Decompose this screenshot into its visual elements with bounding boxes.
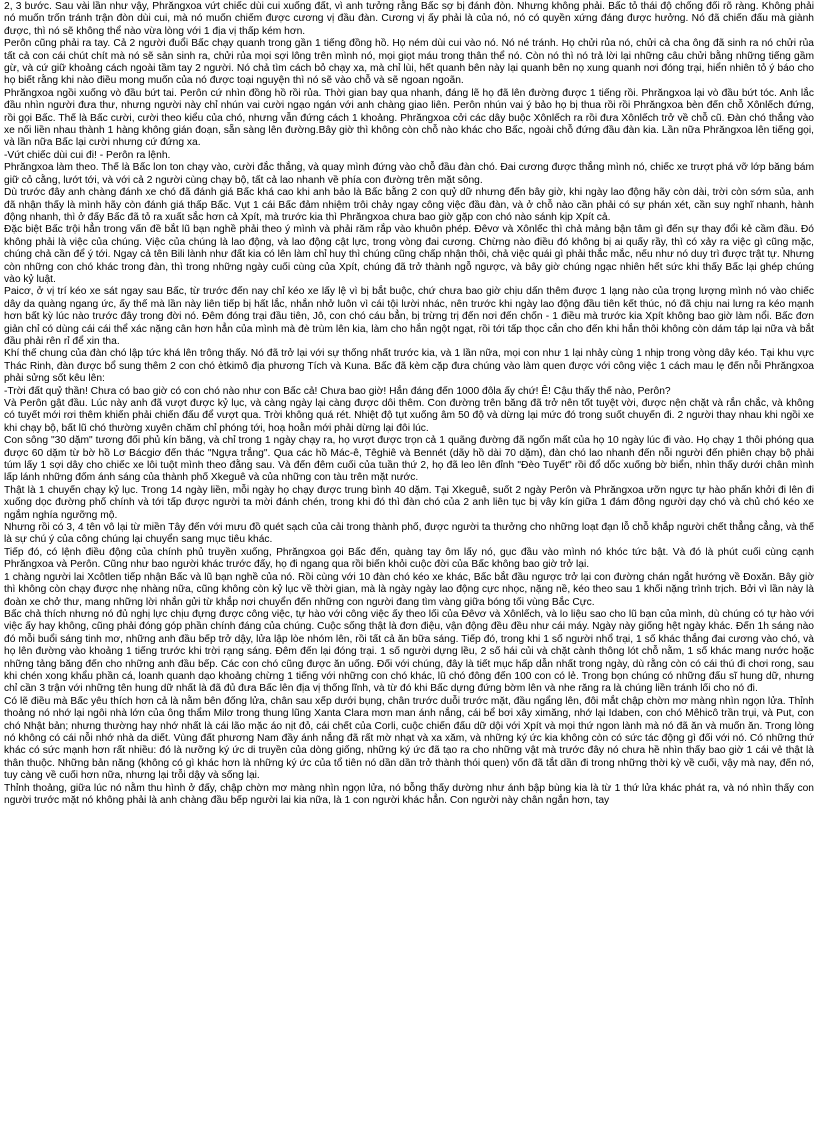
paragraph: Và Perôn gật đầu. Lúc này anh đã vượt được kỷ lục, và càng ngày lại càng được dôi thêm. Con đường trên băng đã trở nên tốt tuyệt vời, được nện chặt và rắn chắc, và không có tuyết mới rơi thêm khiến phải chiến đấu để vượt qua. Trời không quá rét. Nhiệt độ tụt xuống âm 50 độ và dừng lại mức đó trong suốt chuyến đi. 2 người thay nhau khi ngồi xe khi chạy bộ, bất lũ chó thường xuyên chăm chỉ phóng tới, hoạ hoằn mới phải dừng lại đôi lúc.: [4, 398, 814, 434]
paragraph: Phrăngxoa làm theo. Thế là Bấc lon ton chạy vào, cười đắc thắng, và quay mình đứng vào chỗ đầu đàn chó. Đai cương được thắng mình nó, chiếc xe trượt phá vỡ lớp băng bám giữ cỏ cằng, lướt tới, và với cả 2 người cùng chạy bộ, tất cả lao nhanh về phía con đường trên mặt sông.: [4, 162, 814, 186]
paragraph: Bấc chả thích nhưng nó đủ nghị lực chịu đựng được công việc, tự hào với công việc ấy theo lối của Đêvơ và Xônlếch, và lo liệu sao cho lũ bạn của mình, dù chúng có tự hào với việc ấy hay không, cũng phải đóng góp phần chính đáng của chúng. Cuộc sống thật là đơn điệu, vận động đều đều như cái máy. Ngày này giống hệt ngày khác. Đến 1h sáng nào đó mỗi buổi sáng tinh mơ, những anh đầu bếp trở dậy, lửa lập lòe nhóm lên, rồi tất cả ăn bữa sáng. Tiếp đó, trong khi 1 số người nhổ trại, 1 số khác thắng đai cương vào chó, và họ lên đường vào khoảng 1 tiếng trước khi trời rạng sáng. Đêm đến lại đóng trại. 1 số người dựng lều, 2 số hái củi và chặt cành thông lót chỗ nằm, 1 số khác mang nước hoặc những tảng băng đến cho những anh đầu bếp. Các con chó cũng được ăn uống. Đối với chúng, đây là tiết mục hấp dẫn nhất trong ngày, dù rằng còn có cái thú đi chơi rong, sau khi chén xong khẩu phần cá, loanh quanh dạo khoảng chừng 1 tiếng với những con chó khác, lũ chó đông đến 100 con có lẻ. Trong bọn chúng có những đấu sĩ hung dữ, nhưng chỉ cần 3 trận với những tên hung dữ nhất là đã đủ đưa Bấc lên địa vị thống lĩnh, và từ đó khi Bấc dựng đứng bờm lên và nhe răng ra là chúng liền tránh lối cho nó đi.: [4, 608, 814, 695]
paragraph: Thật là 1 chuyến chạy kỷ lục. Trong 14 ngày liền, mỗi ngày họ chạy được trung bình 40 dặm. Tại Xkeguê, suốt 2 ngày Perôn và Phrăngxoa ưỡn ngực tự hào phấn khởi đi lên đi xuống dọc đường phố chính và tới tấp được người ta mời đánh chén, trong khi đó thì đàn chó của 2 anh liên tục bị vây kín giữa 1 đám đông người dạy chó và chủ chó kéo xe ngắm nghía ngưỡng mộ.: [4, 484, 814, 521]
paragraph: Perôn cũng phải ra tay. Cả 2 người đuổi Bấc chạy quanh trong gần 1 tiếng đồng hồ. Họ ném dùi cui vào nó. Nó né tránh. Họ chửi rủa nó, chửi cả cha ông đã sinh ra nó chửi rủa tất cả con cái chút chít mà nó sẽ sản sinh ra, chửi rủa mọi sợi lông trên mình nó, mọi giọt máu trong thân thể nó. Còn nó thì nó trả lời lại những câu chửi bằng những tiếng gầm gừ, và cứ giữ khoảng cách ngoài tầm tay 2 người. Nó chả tìm cách bỏ chạy xa, mà chỉ lùi, hết quanh bên này lại quanh bên nọ xung quanh nơi đóng trại, hiển nhiên tỏ ý báo cho họ biết rằng khi nào điều mong muốn của nó được toại nguyện thì nó sẽ vào chỗ và sẽ ngoan ngoãn.: [4, 38, 814, 87]
paragraph: Thỉnh thoảng, giữa lúc nó nằm thu hình ở đấy, chập chờn mơ màng nhìn ngọn lửa, nó bỗng thấy dường như ánh bập bùng kia là từ 1 thứ lửa khác phát ra, và nó nhìn thấy con người trước mặt nó không phải là anh chàng đầu bếp người lai kia nữa, là 1 con người khác hẳn. Con người này chân ngắn hơn, tay: [4, 782, 814, 806]
paragraph: Dù trước đây anh chàng đánh xe chó đã đánh giá Bấc khá cao khi anh bảo là Bấc bằng 2 con quỷ dữ nhưng đến bây giờ, khi ngày lao động hãy còn dài, trời còn sớm sủa, anh đã nhận thấy là mình hãy còn đánh giá thấp Bấc. Vụt 1 cái Bấc đảm nhiệm trôi chảy ngay công việc đầu đàn, và ở chỗ nào cần phải có sự phán xét, cần suy nghĩ nhanh, hành động nhanh, thì ở đấy Bấc đã tỏ ra xuất sắc hơn cả Xpít, mà trước kia thì Phrăngxoa chưa bao giờ gặp con chó nào sánh kịp Xpít cả.: [4, 187, 814, 223]
paragraph: Có lẽ điều mà Bấc yêu thích hơn cả là nằm bên đống lửa, chân sau xếp dưới bụng, chân trước duỗi trước mặt, đầu ngẩng lên, đôi mắt chập chờn mơ màng nhìn ngọn lửa. Thỉnh thoảng nó nhớ lại ngôi nhà lớn của ông thẩm Milơ trong thung lũng Xanta Clara mơn man ánh nắng, cái bể bơi xây ximăng, nhớ lại Idaben, con chó Mêhicô trần trụi, và Put, con chó Nhật bản; nhưng thường hay nhớ nhất là cái lão mặc áo nịt đỏ, cái chết của Corli, cuộc chiến đấu dữ dội với Xpít và mọi thứ ngon lành mà nó đã ăn và muốn ăn. Trong lòng nó không có cái nỗi nhớ nhà da diết. Vùng đất phương Nam đầy ánh nắng đã rất mờ nhạt và xa xăm, và những ký ức kia không còn có sức tác động gì đối với nó. Có những thứ khác có sức mạnh hơn rất nhiều: đó là nưỡng ký ức di truyền của dòng giống, những ký ức đã tạo ra cho những vật mà trước đây nó chưa hề nhìn thấy bao giờ 1 cái vẻ thật là thân thuộc. Những bản năng (không có gì khác hơn là những ký ức của tổ tiên nó dần dần trở thành thói quen) vốn đã tắt dần đi trong những thời kỳ về cuối, vậy mà nay, đến nó, tuy càng về cuối hơn nữa, nhưng lại trỗi dậy và sống lại.: [4, 695, 814, 782]
paragraph: Nhưng rồi có 3, 4 tên vô lại từ miền Tây đến với mưu đồ quét sạch của cải trong thành phố, được người ta thưởng cho những loạt đạn lỗ chỗ khắp người chết thẳng cẳng, và thế là sự chú ý của công chúng lại chuyển sang mục tiêu khác.: [4, 522, 814, 546]
paragraph: 2, 3 bước. Sau vài lần như vậy, Phrăngxoa vứt chiếc dùi cui xuống đất, vì anh tưởng rằng Bấc sợ bị đánh đòn. Nhưng không phải. Bấc tỏ thái độ chống đối rõ ràng. Không phải nó muốn trốn tránh trận đòn dùi cui, mà nó muốn chiếm được cương vị đầu đàn. Cương vị ấy phải là của nó, nó có quyền xứng đáng được hưởng. Nó đã chiến đấu mà giành được, thì nó sẽ không thể nào vừa lòng với 1 địa vị thấp kém hơn.: [4, 1, 814, 37]
paragraph: -Trời đất quỷ thần! Chưa có bao giờ có con chó nào như con Bấc cả! Chưa bao giờ! Hắn đáng đến 1000 đôla ấy chứ! Ê! Cậu thấy thế nào, Perôn?: [4, 385, 671, 397]
paragraph: Paicơ, ở vị trí kéo xe sát ngay sau Bấc, từ trước đến nay chỉ kéo xe lấy lệ vì bị bắt buộc, chứ chưa bao giờ chịu dấn thêm được 1 lạng nào của trọng lượng mình nó vào chiếc dây da quàng ngang ức, ấy thế mà lần này liên tiếp bị hất lắc, nhắn nhở luôn vì cái tội lười nhác, nên trước khi ngày lao động đầu tiên kết thúc, nó đã chịu nai lưng ra kéo mạnh hơn bất kỳ lúc nào trước đây trong đời nó. Đêm đóng trại đầu tiên, Jô, con chó cáu bẳn, bị trừng trị đến nơi đến chốn - 1 điều mà trước kia Xpít không bao giờ làm nổi. Bấc đơn giản chỉ có dùng cái cái thể xác nặng cân hơn hẳn của mình mà đè trùm lên kia, làm cho hắn ngột ngạt, rồi tới tấp thọc cắn cho đến khi hắn thôi không còn dám táp lại nữa và bắt đầu phải rên rỉ để xin tha.: [4, 286, 814, 347]
paragraph: 1 chàng người lai Xcôtlen tiếp nhận Bấc và lũ bạn nghề của nó. Rồi cùng với 10 đàn chó kéo xe khác, Bấc bắt đầu ngược trở lại con đường chán ngắt hướng về Đoxăn. Bây giờ thì không còn chạy được nhẹ nhàng nữa, cũng không còn kỷ lục về thời gian, mà là ngày ngày lao động cực nhọc, nặng nề, kéo theo sau 1 khối nặng trình trịch. Bởi vì lần này là đoàn xe chở thư, mang những lời nhắn gửi từ khắp nơi chuyển đến những con người đang tìm vàng giữa bóng tối vùng Bắc Cực.: [4, 571, 814, 608]
paragraph: -Vứt chiếc dùi cui đi! - Perôn ra lệnh.: [4, 149, 171, 161]
paragraph: Con sông "30 dặm" tương đối phủ kín băng, và chỉ trong 1 ngày chạy ra, họ vượt được trọn cả 1 quãng đường đã ngốn mất của họ 10 ngày lúc đi vào. Họ chạy 1 thôi phóng qua được 60 dặm từ bờ hồ Lơ Bácgiơ đến thác "Ngựa trắng". Qua các hồ Mác-ê, Têghiê và Bennét (dãy hồ dài 70 dặm), đàn chó lao nhanh đến nỗi người đến phiên chạy bộ phải túm lấy 1 sợi dây cho chiếc xe lôi tuột mình theo đằng sau. Và đến đêm cuối của tuần thứ 2, họ đã leo lên đỉnh "Đèo Tuyết" rồi đổ dốc xuống bờ biển, nhìn thấy dưới chân mình lấp lánh những đốm ánh sáng của thành phố Xkeguê và của những con tàu trên mặt nước.: [4, 435, 814, 484]
paragraph: Khí thế chung của đàn chó lập tức khá lên trông thấy. Nó đã trở lại với sự thống nhất trước kia, và 1 lần nữa, mọi con như 1 lại nhảy cùng 1 nhịp trong vòng dây kéo. Tại khu vực Thác Rinh, đàn được bổ sung thêm 2 con chó ètkimô địa phương Tích và Kuna. Bấc đã kèm cặp đưa chúng vào làm quen được với công việc 1 cách mau lẹ đến nỗi Phrăngxoa phải sửng sốt kêu lên:: [4, 348, 814, 385]
paragraph: Đặc biệt Bấc trội hẳn trong vấn đề bắt lũ bạn nghề phải theo ý mình và phải răm rắp vào khuôn phép. Đêvơ và Xônlếc thì chả mảng bận tâm gì đến sự thay đổi kẻ cầm đầu. Đó không phải là việc của chúng. Việc của chúng là lao động, và lao động cật lực, trong vòng đai cương. Chừng nào điều đó không bị ai quấy rầy, thì có xảy ra việc gì cũng mặc, chúng chả cần để ý tới. Ngay cả tên Bili lành như đất kia có lên làm chỉ huy thì chúng cũng chấp nhận thôi, chả việc quái gì phải thắc mắc, nếu như nó duy trì được trật tự. Nhưng còn những con chó khác trong đàn, thì trong những ngày cuối cùng của Xpít, chúng đã trở thành ngỗ ngược, và bây giờ chúng ngạc nhiên hết sức khi thấy Bấc lại ghép chúng vào kỷ luật.: [4, 224, 814, 285]
paragraph: Phrăngxoa ngồi xuống vò đầu bứt tai. Perôn cứ nhìn đồng hồ rồi rủa. Thời gian bay qua nhanh, đáng lẽ họ đã lên đường được 1 tiếng rồi. Phrăngxoa lại vò đầu bứt tóc. Anh lắc đầu nhìn người đưa thư, nhưng người này chỉ nhún vai cười ngạo ngán với anh chàng giao liên. Perôn nhún vai ý bảo họ bị thua rồi rồi Phrăngxoa bèn đến chỗ Xônlếch đứng, rồi gọi Bấc. Thế là Bấc cười, cười theo kiểu của chó, nhưng vẫn đứng cách 1 khoảng. Phrăngxoa cởi các dây buộc Xônlếch ra rồi đưa Xônlếch trở về chỗ cũ. Đàn chó thắng vào xe nối liền nhau thành 1 hàng không gián đoạn, sẵn sàng lên đường.Bây giờ thì không còn chỗ nào khác cho Bấc, ngoài chỗ đứng đầu đàn kia. Lần nữa Phrăngxoa lên tiếng gọi, và lần nữa Bấc lại cười nhưng cứ đứng xa.: [4, 87, 814, 149]
paragraph: Tiếp đó, có lệnh điều động của chính phủ truyền xuống, Phrăngxoa gọi Bấc đến, quàng tay ôm lấy nó, gục đầu vào mình nó khóc tức bật. Và đó là phút cuối cùng cạnh Phrăngxoa và Perôn. Cũng như bao người khác trước đấy, họ đi ngang qua rồi biến khỏi cuộc đời của Bấc không bao giờ trở lại.: [4, 546, 814, 571]
